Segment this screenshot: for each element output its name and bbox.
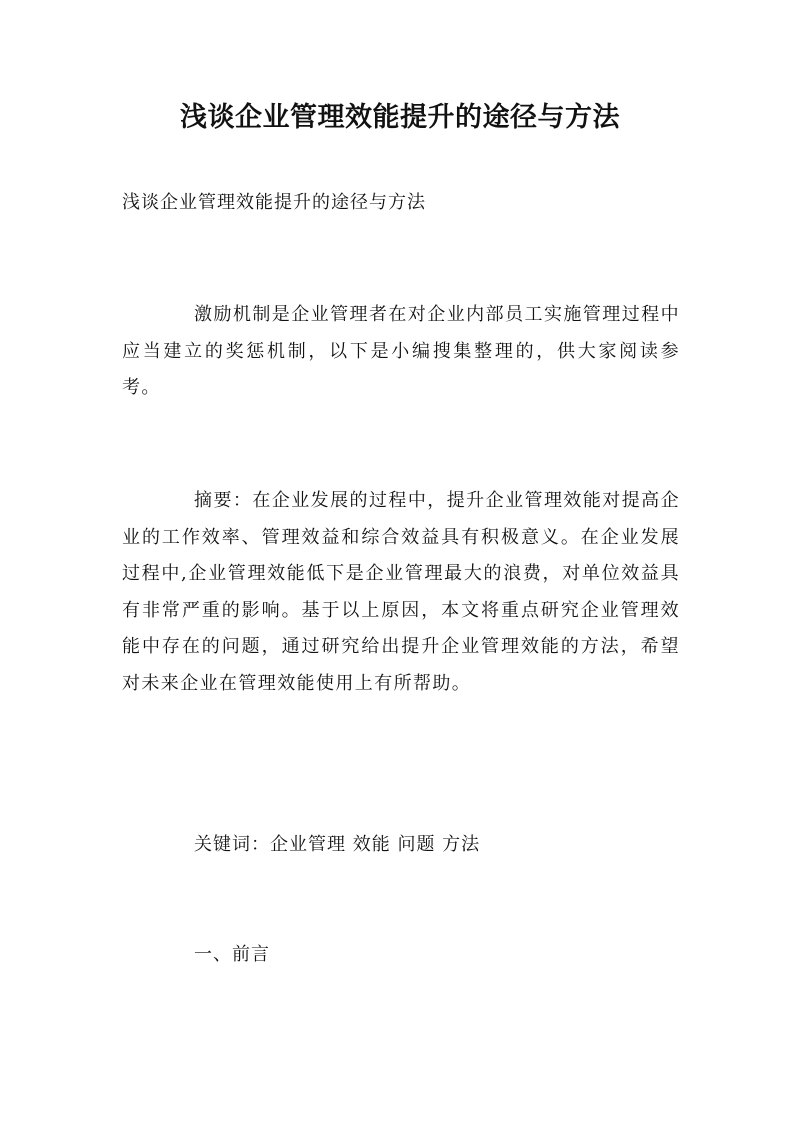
document-subtitle: 浅谈企业管理效能提升的途径与方法 <box>122 192 426 213</box>
intro-paragraph: 激励机制是企业管理者在对企业内部员工实施管理过程中应当建立的奖惩机制，以下是小编搜集整理的，供大家阅读参考。 <box>122 304 680 398</box>
abstract-paragraph: 摘要：在企业发展的过程中，提升企业管理效能对提高企业的工作效率、管理效益和综合效益具有积极意义。在企业发展过程中,企业管理效能低下是企业管理最大的浪费，对单位效益具有非常严重的影响。基于以上原因，本文将重点研究企业管理效能中存在的问题，通过研究给出提升企业管理效能的方法，希望对未来企业在管理效能使用上有所帮助。 <box>122 490 680 694</box>
document-title: 浅谈企业管理效能提升的途径与方法 <box>180 102 620 133</box>
section-heading-preface: 一、前言 <box>194 944 270 965</box>
keywords-line: 关键词：企业管理 效能 问题 方法 <box>194 834 481 855</box>
